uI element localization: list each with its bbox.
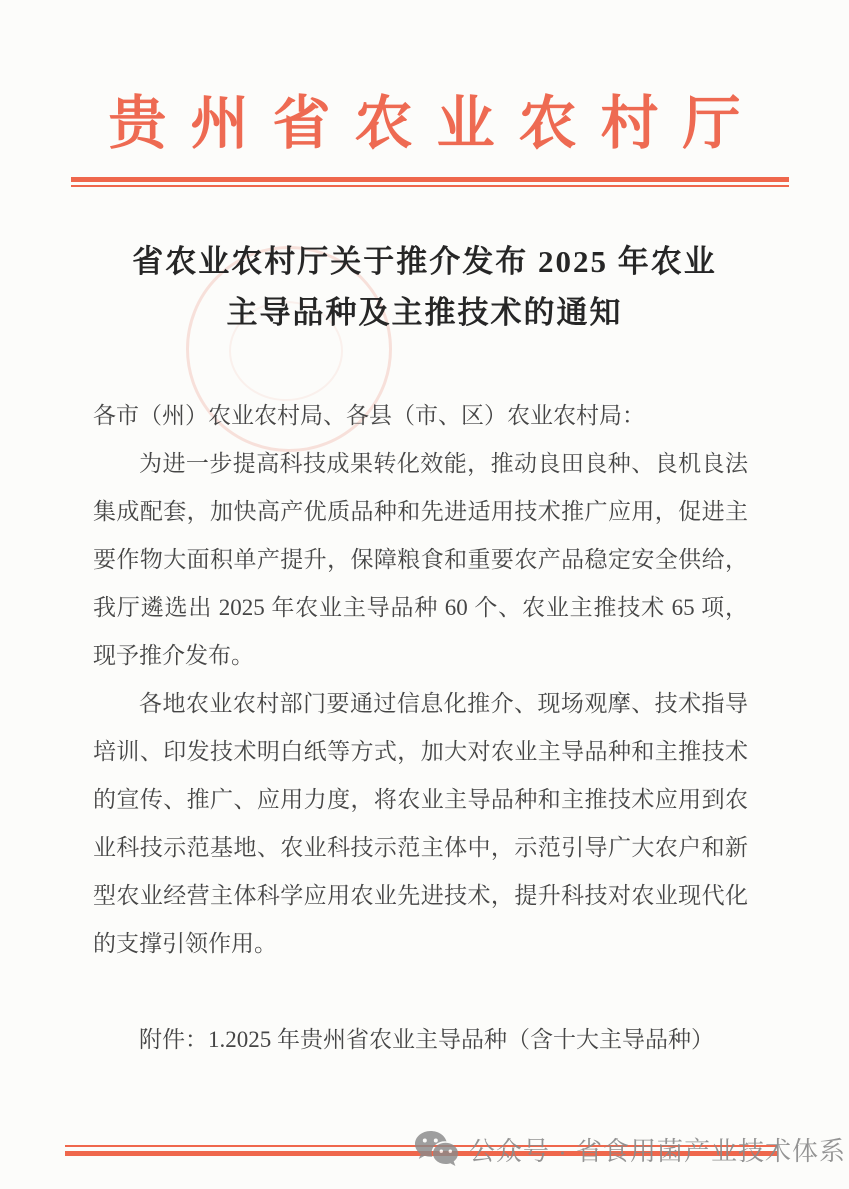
- header-separator-thin: [71, 185, 789, 187]
- body-line: 培训、印发技术明白纸等方式，加大对农业主导品种和主推技术: [93, 739, 748, 764]
- body-line: 各地农业农村部门要通过信息化推介、现场观摩、技术指导: [139, 691, 748, 716]
- wechat-icon: [413, 1128, 460, 1170]
- body-line: 集成配套，加快高产优质品种和先进适用技术推广应用，促进主: [93, 499, 748, 524]
- document-title-line2: 主导品种及主推技术的通知: [226, 295, 623, 330]
- salutation-line: 各市（州）农业农村局、各县（市、区）农业农村局：: [93, 403, 645, 428]
- header-separator-thick: [71, 177, 789, 182]
- body-line: 要作物大面积单产提升，保障粮食和重要农产品稳定安全供给，: [93, 547, 748, 572]
- body-line: 的宣传、推广、应用力度，将农业主导品种和主推技术应用到农: [93, 787, 748, 812]
- attachment-line: 附件：1.2025 年贵州省农业主导品种（含十大主导品种）: [139, 1027, 714, 1052]
- footer-watermark: [413, 1128, 846, 1170]
- body-line: 为进一步提高科技成果转化效能，推动良田良种、良机良法: [139, 451, 748, 476]
- body-line: 的支撑引领作用。: [93, 931, 277, 956]
- document-title-line1: 省农业农村厅关于推介发布 2025 年农业: [132, 244, 717, 279]
- body-line: 我厅遴选出 2025 年农业主导品种 60 个、农业主推技术 65 项，: [93, 595, 748, 620]
- body-line: 业科技示范基地、农业科技示范主体中，示范引导广大农户和新: [93, 835, 748, 860]
- document-body: [93, 392, 748, 1064]
- document-title: [0, 236, 849, 338]
- watermark-text: 公众号 · 省食用菌产业技术体系: [468, 1135, 846, 1166]
- body-line: 现予推介发布。: [93, 643, 254, 668]
- agency-letterhead: 贵州省农业农村厅: [108, 91, 765, 156]
- body-line: 型农业经营主体科学应用农业先进技术，提升科技对农业现代化: [93, 883, 748, 908]
